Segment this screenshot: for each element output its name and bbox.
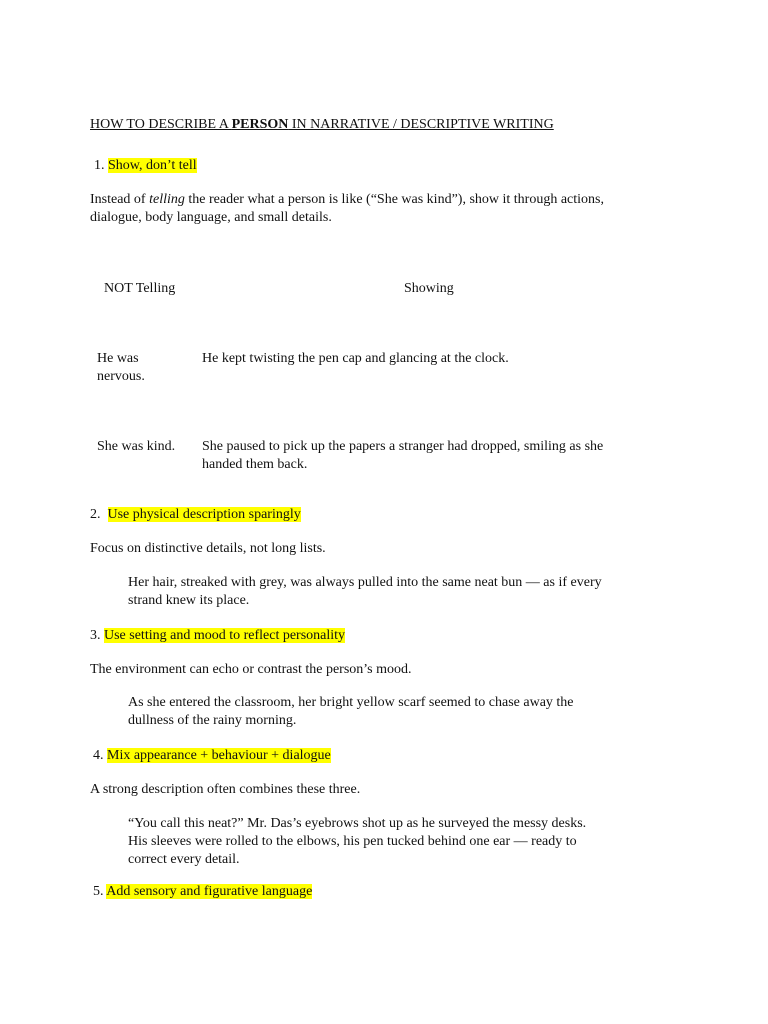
section-2-number: 2. (90, 507, 101, 522)
table-header-not-telling: NOT Telling (104, 281, 176, 296)
section-4-example-line-3: correct every detail. (128, 852, 240, 867)
section-5-heading (93, 883, 312, 901)
section-4-example-line-2: His sleeves were rolled to the elbows, his pen tucked behind one ear — ready to (128, 834, 577, 849)
section-2-example-line-2: strand knew its place. (128, 593, 250, 608)
section-4-intro: A strong description often combines these three. (90, 782, 361, 797)
section-3-number: 3. (90, 628, 101, 643)
table-header-showing: Showing (404, 281, 454, 296)
section-3-heading (90, 627, 345, 645)
section-5-title: Add sensory and figurative language (106, 884, 313, 899)
title-part-1: HOW TO DESCRIBE A (90, 117, 232, 132)
section-1-intro-line-2: dialogue, body language, and small details. (90, 210, 332, 225)
table-row-2-showing-line-1: She paused to pick up the papers a stranger had dropped, smiling as she (202, 439, 604, 454)
section-1-number: 1. (94, 158, 105, 173)
section-2-intro: Focus on distinctive details, not long lists. (90, 541, 326, 556)
section-5-number: 5. (93, 884, 104, 899)
title-bold-word: PERSON (231, 117, 289, 132)
intro-italic-word: telling (149, 192, 185, 207)
table-row-2-telling: She was kind. (97, 439, 176, 454)
section-3-example-line-2: dullness of the rainy morning. (128, 713, 297, 728)
section-1-heading (94, 157, 197, 175)
table-row-1-telling-line-2: nervous. (97, 369, 145, 384)
page-title (90, 116, 554, 134)
section-2-heading (90, 506, 301, 524)
section-4-example-line-1: “You call this neat?” Mr. Das’s eyebrows shot up as he surveyed the messy desks. (128, 816, 587, 831)
intro-text-pre: Instead of (90, 192, 150, 207)
section-3-title: Use setting and mood to reflect personality (104, 628, 346, 643)
section-4-heading (93, 747, 331, 765)
section-2-example-line-1: Her hair, streaked with grey, was always pulled into the same neat bun — as if every (128, 575, 602, 590)
section-2-title: Use physical description sparingly (107, 507, 301, 522)
intro-text-post: the reader what a person is like (“She was kind”), show it through actions, (184, 192, 604, 207)
table-row-1-showing: He kept twisting the pen cap and glancing at the clock. (202, 351, 509, 366)
section-3-intro: The environment can echo or contrast the person’s mood. (90, 662, 412, 677)
table-row-2-showing-line-2: handed them back. (202, 457, 308, 472)
table-row-1-telling-line-1: He was (97, 351, 139, 366)
section-3-example-line-1: As she entered the classroom, her bright yellow scarf seemed to chase away the (128, 695, 574, 710)
section-1-intro-line-1 (90, 191, 604, 209)
section-4-number: 4. (93, 748, 104, 763)
section-4-title: Mix appearance + behaviour + dialogue (107, 748, 331, 763)
title-part-2: IN NARRATIVE / DESCRIPTIVE WRITING (288, 117, 554, 132)
section-1-title: Show, don’t tell (108, 158, 197, 173)
